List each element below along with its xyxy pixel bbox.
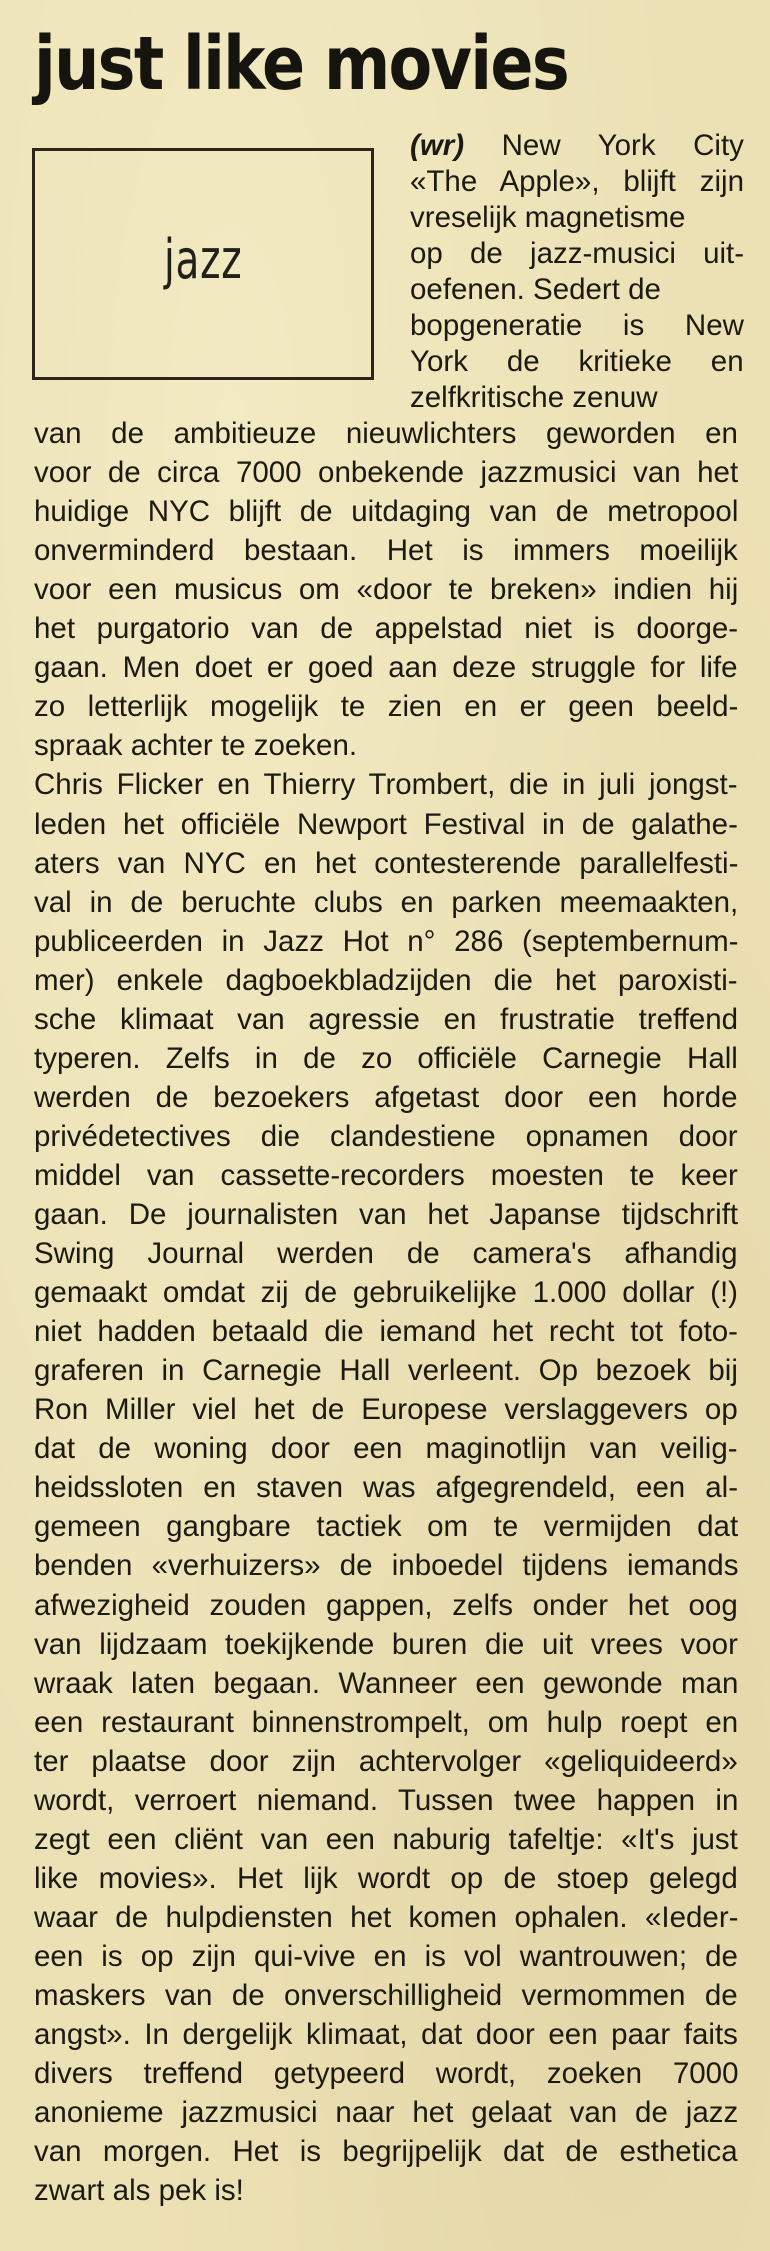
article-line: val in de beruchte clubs en parken meemaakten, [34, 885, 739, 919]
byline: (wr) [410, 129, 465, 162]
article-line: dat de woning door een maginotlijn van veilig- [34, 1432, 738, 1466]
article-line: bopgeneratie is New [410, 309, 744, 342]
article-line: graferen in Carnegie Hall verleent. Op bezoek bij [34, 1354, 738, 1388]
article-line: Chris Flicker en Thierry Trombert, die in juli jongst- [34, 768, 738, 802]
article-line: publiceerden in Jazz Hot n° 286 (septembernum- [34, 924, 739, 958]
article-line: van morgen. Het is begrijpelijk dat de esthetica [34, 2135, 738, 2169]
article-line: gaan. Men doet er goed aan deze struggle for life [34, 651, 738, 685]
article-line: York de kritieke en [410, 345, 744, 378]
article-line: gaan. De journalisten van het Japanse tijdschrift [34, 1198, 739, 1231]
article-line: oefenen. Sedert de [410, 273, 661, 306]
article-line: typeren. Zelfs in de zo officiële Carnegie Hall [34, 1041, 738, 1075]
article-line: heidssloten en staven was afgegrendeld, een al- [34, 1471, 739, 1505]
article-line: leden het officiële Newport Festival in de galathe- [34, 807, 738, 841]
article-line: Ron Miller viel het de Europese verslaggevers op [34, 1393, 738, 1427]
article-line: niet hadden betaald die iemand het recht tot foto- [34, 1315, 738, 1349]
box-border-bottom [32, 377, 374, 380]
box-border-top [32, 148, 374, 151]
article-line: het purgatorio van de appelstad niet is doorge- [34, 612, 739, 646]
article-line: benden «verhuizers» de inboedel tijdens iemands [34, 1549, 739, 1583]
article-line [410, 128, 744, 164]
article-line: huidige NYC blijft de uitdaging van de metropool [34, 495, 739, 529]
article-line: spraak achter te zoeken. [34, 729, 358, 763]
article-line: een restaurant binnenstrompelt, om hulp roept en [34, 1705, 739, 1739]
article-line: voor de circa 7000 onbekende jazzmusici van het [34, 456, 739, 490]
article-line: voor een musicus om «door te breken» indien hij [34, 573, 739, 607]
section-label-box [32, 148, 374, 380]
article-line: van lijdzaam toekijkende buren die uit vrees voor [34, 1627, 738, 1661]
headline: just like movies [34, 21, 568, 107]
article-line: wordt, verroert niemand. Tussen twee happen in [34, 1783, 739, 1817]
article-line: zo letterlijk mogelijk te zien en er geen beeld- [34, 690, 739, 724]
article-line-text: New York City [501, 129, 744, 162]
article-line: middel van cassette-recorders moesten te keer [34, 1158, 738, 1192]
article-line: aters van NYC en het contesterende parallelfesti- [34, 846, 739, 880]
article-line: zelfkritische zenuw [410, 381, 658, 414]
article-line: vreselijk magnetisme [410, 201, 686, 234]
article-line: anonieme jazzmusici naar het gelaat van de jazz [34, 2096, 739, 2130]
article-line: Swing Journal werden de camera's afhandig [34, 1237, 738, 1271]
article-line: mer) enkele dagboekbladzijden die het paroxisti- [34, 963, 738, 997]
article-line: gemaakt omdat zij de gebruikelijke 1.000 dollar (!) [34, 1276, 738, 1310]
article-line: maskers van de onverschilligheid vermommen de [34, 1979, 738, 2012]
article-line: werden de bezoekers afgetast door een horde [34, 1080, 738, 1114]
article-line: een is op zijn qui-vive en is vol wantrouwen; de [34, 1939, 738, 1973]
article-line: wraak laten begaan. Wanneer een gewonde man [34, 1666, 739, 1700]
article-line: op de jazz-musici uit- [410, 237, 745, 270]
article-line: «The Apple», blijft zijn [410, 165, 744, 198]
article-line: zegt een cliënt van een naburig tafeltje: «It's just [34, 1822, 738, 1856]
article-line: ter plaatse door zijn achtervolger «geliquideerd» [34, 1744, 738, 1778]
box-border-right [371, 148, 374, 380]
box-border-left [32, 148, 35, 380]
article-line: onverminderd bestaan. Het is immers moeilijk [34, 534, 738, 568]
article-line: gemeen gangbare tactiek om te vermijden dat [34, 1510, 739, 1544]
article-line: divers treffend getypeerd wordt, zoeken 7000 [34, 2057, 739, 2091]
article-line: zwart als pek is! [34, 2174, 244, 2208]
article-line: sche klimaat van agressie en frustratie treffend [34, 1002, 739, 1036]
article-line: privédetectives die clandestiene opnamen door [34, 1119, 738, 1153]
article-line: afwezigheid zouden gappen, zelfs onder het oog [34, 1588, 738, 1622]
article-line: angst». In dergelijk klimaat, dat door een paar faits [34, 2018, 738, 2052]
article-line: waar de hulpdiensten het komen ophalen. «Ieder- [34, 1900, 739, 1934]
article-line: van de ambitieuze nieuwlichters geworden en [34, 417, 738, 450]
section-label: jazz [164, 228, 243, 291]
article-line: like movies». Het lijk wordt op de stoep gelegd [34, 1861, 738, 1895]
